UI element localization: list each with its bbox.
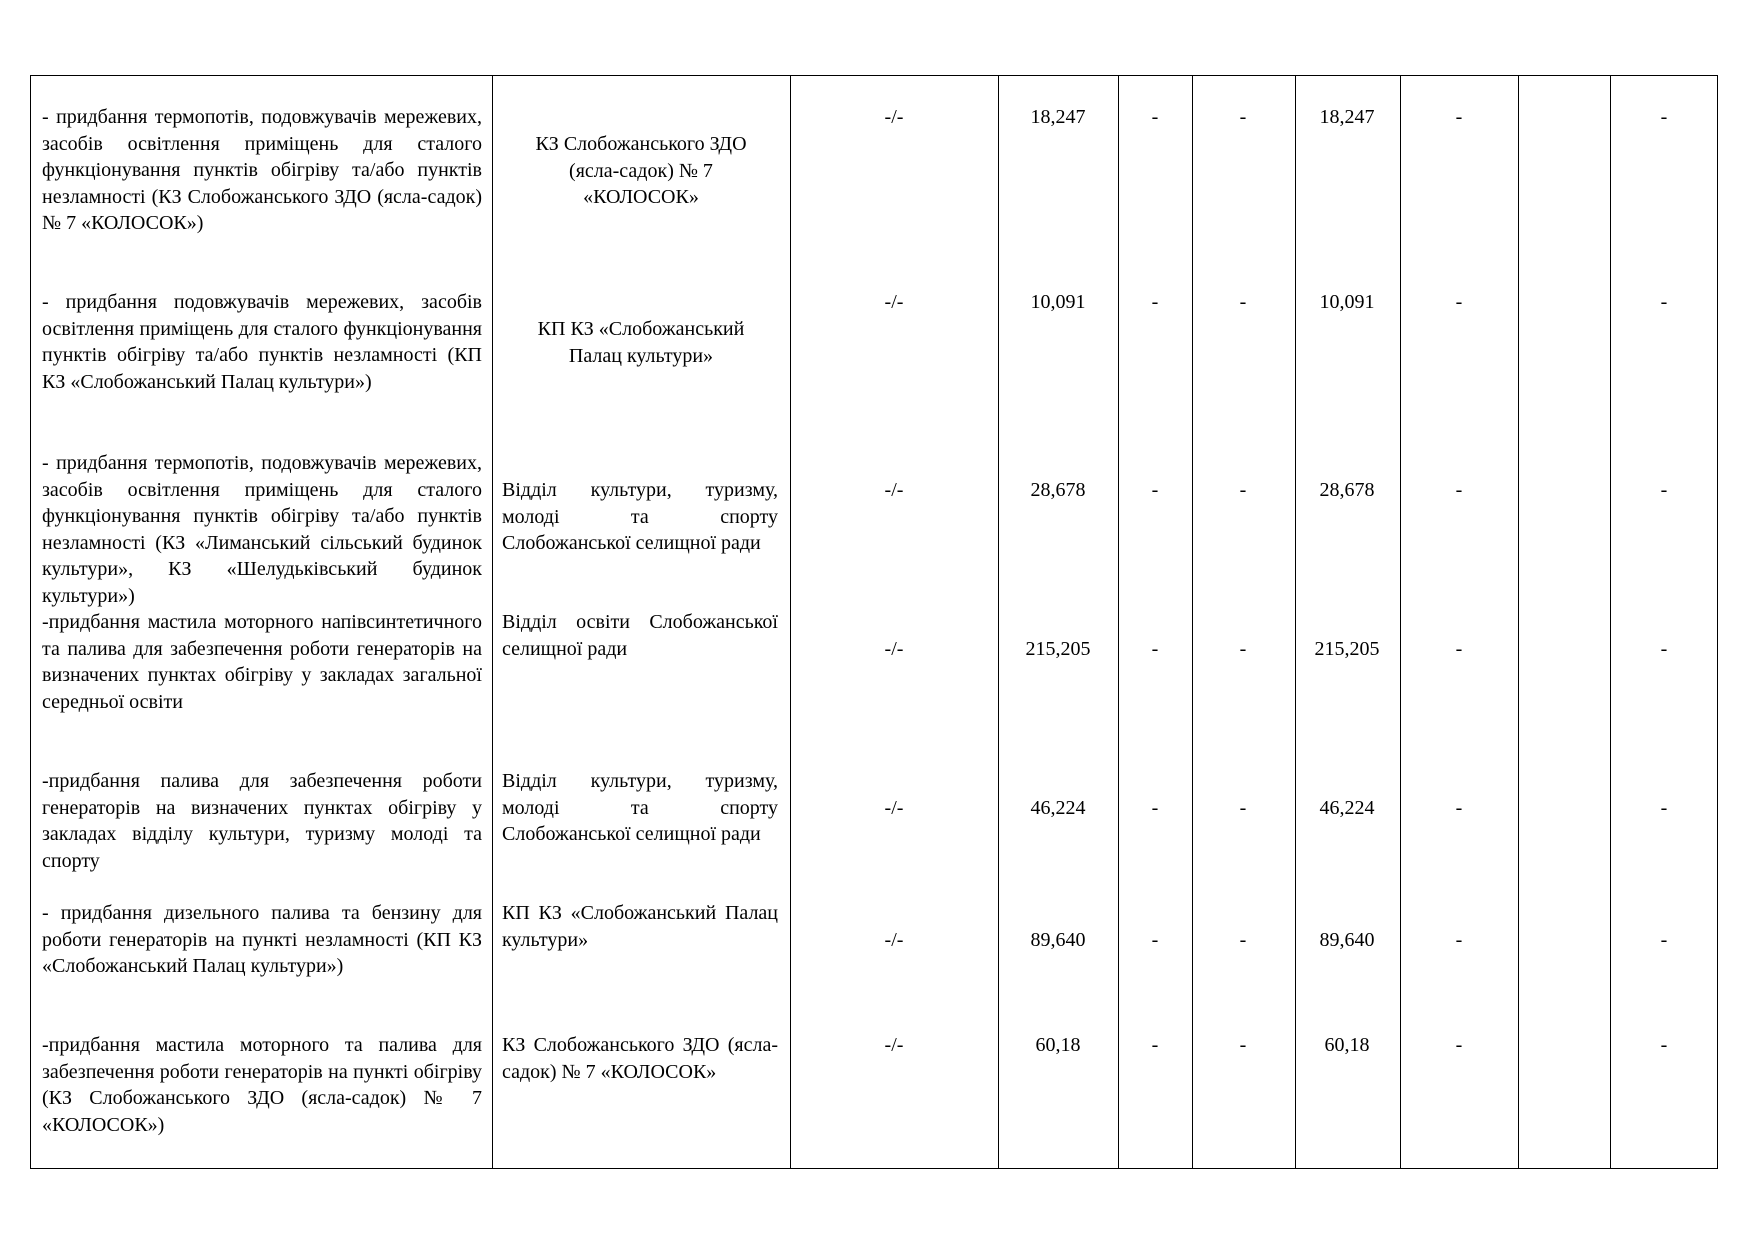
row-executor: Відділ культури, туризму, молоді та спорту Слобожанської селищної ради (502, 770, 778, 845)
row-col-4: - (1455, 106, 1463, 128)
row-col-1: - (1151, 797, 1159, 819)
row-description: - придбання термопотів, подовжувачів мережевих, засобів освітлення приміщень для сталого функціонування пунктів обігріву та/або пунктів незламності (КЗ Слобожанського ЗДО (ясла-садок) № 7 «КОЛОСОК») (42, 106, 482, 234)
row-col-3: 46,224 (1319, 797, 1375, 819)
row-term: -/- (884, 929, 904, 951)
row-col-2: - (1239, 797, 1247, 819)
column-divider (492, 75, 493, 1169)
row-total: 215,205 (1025, 638, 1091, 660)
row-executor: Відділ освіти Слобожанської селищної ради (502, 611, 778, 660)
row-col-1: - (1151, 479, 1159, 501)
row-col-6: - (1660, 797, 1668, 819)
row-col-3: 215,205 (1314, 638, 1380, 660)
row-term: -/- (884, 1034, 904, 1056)
row-col-3: 60,18 (1324, 1034, 1370, 1056)
row-term: -/- (884, 638, 904, 660)
row-executor: КП КЗ «Слобожанський Палац культури» (502, 902, 778, 951)
column-divider (1400, 75, 1401, 1169)
row-executor: Відділ культури, туризму, молоді та спорту Слобожанської селищної ради (502, 479, 778, 554)
row-col-6: - (1660, 638, 1668, 660)
row-col-2: - (1239, 1034, 1247, 1056)
row-col-1: - (1151, 106, 1159, 128)
row-description: -придбання мастила моторного та палива для забезпечення роботи генераторів на пункті обігріву (КЗ Слобожанського ЗДО (ясла-садок) № 7 «КОЛОСОК») (42, 1034, 482, 1136)
row-col-1: - (1151, 1034, 1159, 1056)
row-total: 89,640 (1030, 929, 1086, 951)
row-description: - придбання термопотів, подовжувачів мережевих, засобів освітлення приміщень для сталого функціонування пунктів обігріву та/або пунктів незламності (КЗ «Лиманський сільський будинок культури», КЗ «Шелудьківський будинок культури») (42, 452, 482, 607)
row-col-2: - (1239, 291, 1247, 313)
row-term: -/- (884, 479, 904, 501)
row-total: 46,224 (1030, 797, 1086, 819)
row-col-4: - (1455, 291, 1463, 313)
row-col-3: 10,091 (1319, 291, 1375, 313)
row-executor: КЗ Слобожанського ЗДО (ясла-садок) № 7 «КОЛОСОК» (502, 1034, 778, 1083)
row-col-2: - (1239, 929, 1247, 951)
row-total: 18,247 (1030, 106, 1086, 128)
row-col-4: - (1455, 479, 1463, 501)
row-col-3: 89,640 (1319, 929, 1375, 951)
column-divider (1610, 75, 1611, 1169)
column-divider (790, 75, 791, 1169)
row-col-4: - (1455, 929, 1463, 951)
row-col-6: - (1660, 106, 1668, 128)
row-description: -придбання мастила моторного напівсинтетичного та палива для забезпечення роботи генераторів на визначених пунктах обігріву у закладах загальної середньої освіти (42, 611, 482, 713)
column-divider (1192, 75, 1193, 1169)
row-term: -/- (884, 797, 904, 819)
row-col-2: - (1239, 106, 1247, 128)
column-divider (1295, 75, 1296, 1169)
row-col-3: 28,678 (1319, 479, 1375, 501)
row-description: -придбання палива для забезпечення роботи генераторів на визначених пунктах обігріву у закладах відділу культури, туризму молоді та спорту (42, 770, 482, 872)
column-divider (1118, 75, 1119, 1169)
row-col-2: - (1239, 638, 1247, 660)
row-col-1: - (1151, 291, 1159, 313)
row-term: -/- (884, 106, 904, 128)
row-col-6: - (1660, 1034, 1668, 1056)
row-total: 10,091 (1030, 291, 1086, 313)
row-executor: КП КЗ «Слобожанський Палац культури» (537, 318, 745, 367)
row-col-3: 18,247 (1319, 106, 1375, 128)
row-description: - придбання подовжувачів мережевих, засобів освітлення приміщень для сталого функціонування пунктів обігріву та/або пунктів незламності (КП КЗ «Слобожанський Палац культури») (42, 291, 482, 393)
row-total: 28,678 (1030, 479, 1086, 501)
row-executor: КЗ Слобожанського ЗДО (ясла-садок) № 7 «КОЛОСОК» (535, 133, 747, 208)
row-col-4: - (1455, 797, 1463, 819)
row-col-6: - (1660, 479, 1668, 501)
row-col-2: - (1239, 479, 1247, 501)
column-divider (1518, 75, 1519, 1169)
row-total: 60,18 (1035, 1034, 1081, 1056)
row-col-6: - (1660, 291, 1668, 313)
row-col-1: - (1151, 929, 1159, 951)
row-col-6: - (1660, 929, 1668, 951)
row-description: - придбання дизельного палива та бензину для роботи генераторів на пункті незламності (КП КЗ «Слобожанський Палац культури») (42, 902, 482, 977)
row-col-4: - (1455, 1034, 1463, 1056)
row-term: -/- (884, 291, 904, 313)
row-col-1: - (1151, 638, 1159, 660)
column-divider (998, 75, 999, 1169)
row-col-4: - (1455, 638, 1463, 660)
